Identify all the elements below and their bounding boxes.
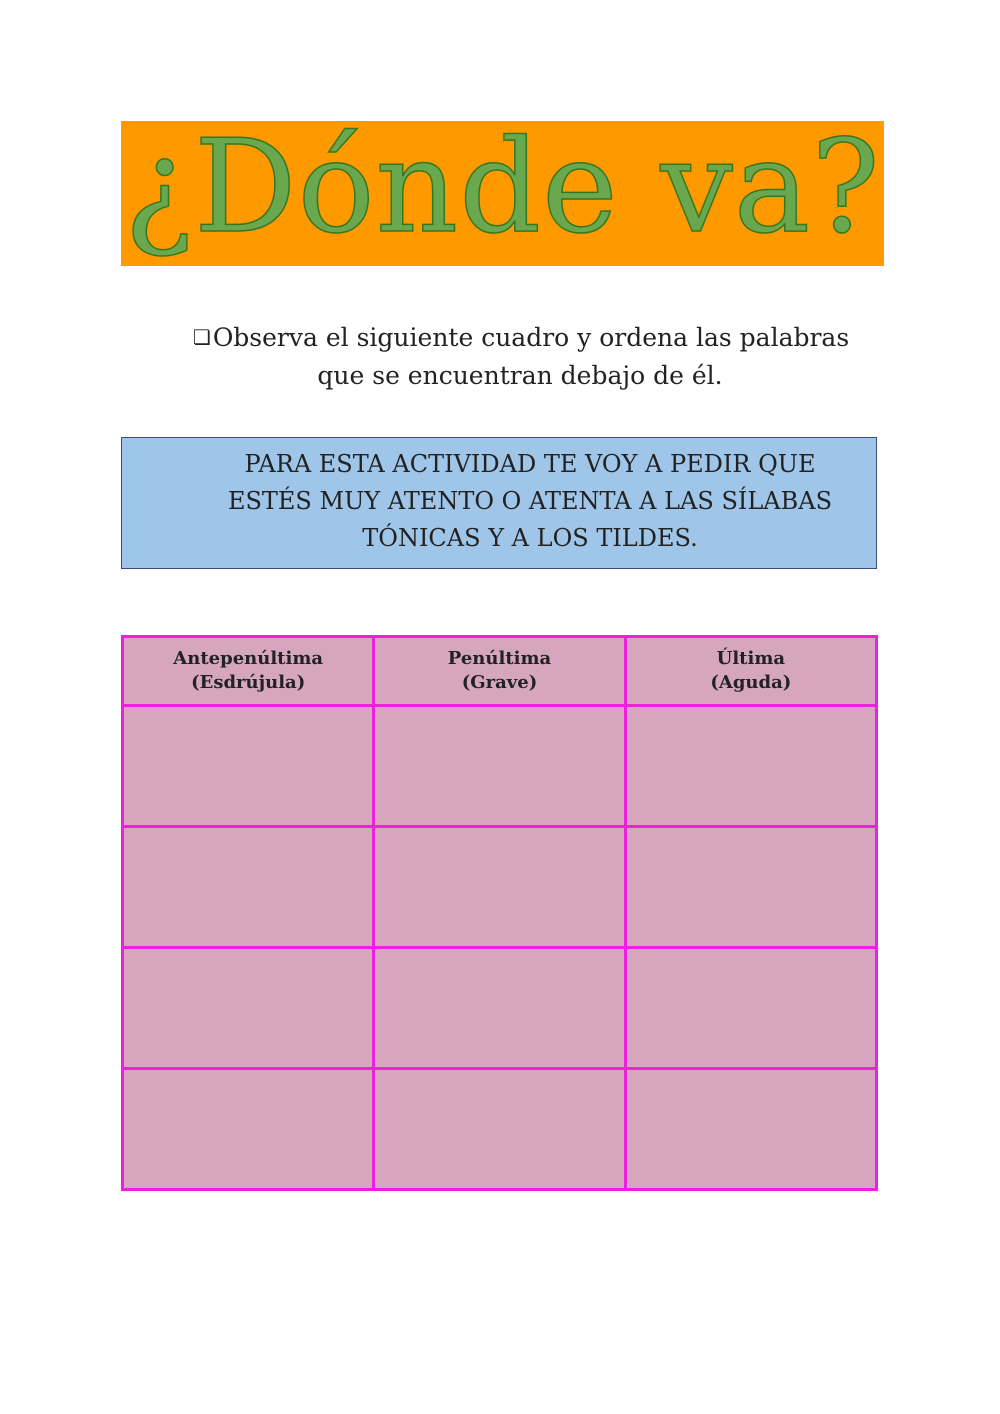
table-row	[123, 827, 877, 948]
header-antepenultima	[123, 637, 374, 706]
drop-cell-aguda[interactable]	[625, 1069, 876, 1190]
drop-cell-esdrujula[interactable]	[123, 706, 374, 827]
header-sublabel: (Esdrújula)	[191, 672, 306, 693]
notice-line-1: PARA ESTA ACTIVIDAD TE VOY A PEDIR QUE	[244, 450, 816, 478]
header-label: Antepenúltima	[173, 648, 324, 669]
instruction-text-1: Observa el siguiente cuadro y ordena las palabras	[212, 323, 850, 352]
header-sublabel: (Grave)	[461, 672, 538, 693]
instruction-line-1	[160, 318, 880, 357]
drop-cell-grave[interactable]	[374, 827, 625, 948]
header-sublabel: (Aguda)	[710, 672, 792, 693]
table-row	[123, 948, 877, 1069]
notice-line-3: TÓNICAS Y A LOS TILDES.	[362, 524, 698, 552]
drop-cell-aguda[interactable]	[625, 827, 876, 948]
notice-text	[192, 446, 868, 557]
header-label: Última	[716, 648, 786, 669]
drop-cell-aguda[interactable]	[625, 948, 876, 1069]
page-title: ¿Dónde va?	[124, 121, 881, 262]
drop-cell-esdrujula[interactable]	[123, 1069, 374, 1190]
header-ultima	[625, 637, 876, 706]
drop-cell-grave[interactable]	[374, 948, 625, 1069]
notice-box	[121, 437, 877, 569]
drop-cell-grave[interactable]	[374, 706, 625, 827]
title-banner	[121, 121, 884, 266]
table-row	[123, 1069, 877, 1190]
table-row	[123, 706, 877, 827]
checkbox-bullet-icon: ❏	[192, 325, 211, 349]
drop-cell-esdrujula[interactable]	[123, 948, 374, 1069]
notice-line-2: ESTÉS MUY ATENTO O ATENTA A LAS SÍLABAS	[227, 487, 833, 515]
drop-cell-aguda[interactable]	[625, 706, 876, 827]
instruction-text-2: que se encuentran debajo de él.	[317, 361, 723, 390]
instruction	[160, 318, 880, 395]
drop-cell-esdrujula[interactable]	[123, 827, 374, 948]
drop-cell-grave[interactable]	[374, 1069, 625, 1190]
header-label: Penúltima	[447, 648, 552, 669]
header-penultima	[374, 637, 625, 706]
classification-table	[121, 635, 878, 1191]
table-header-row	[123, 637, 877, 706]
